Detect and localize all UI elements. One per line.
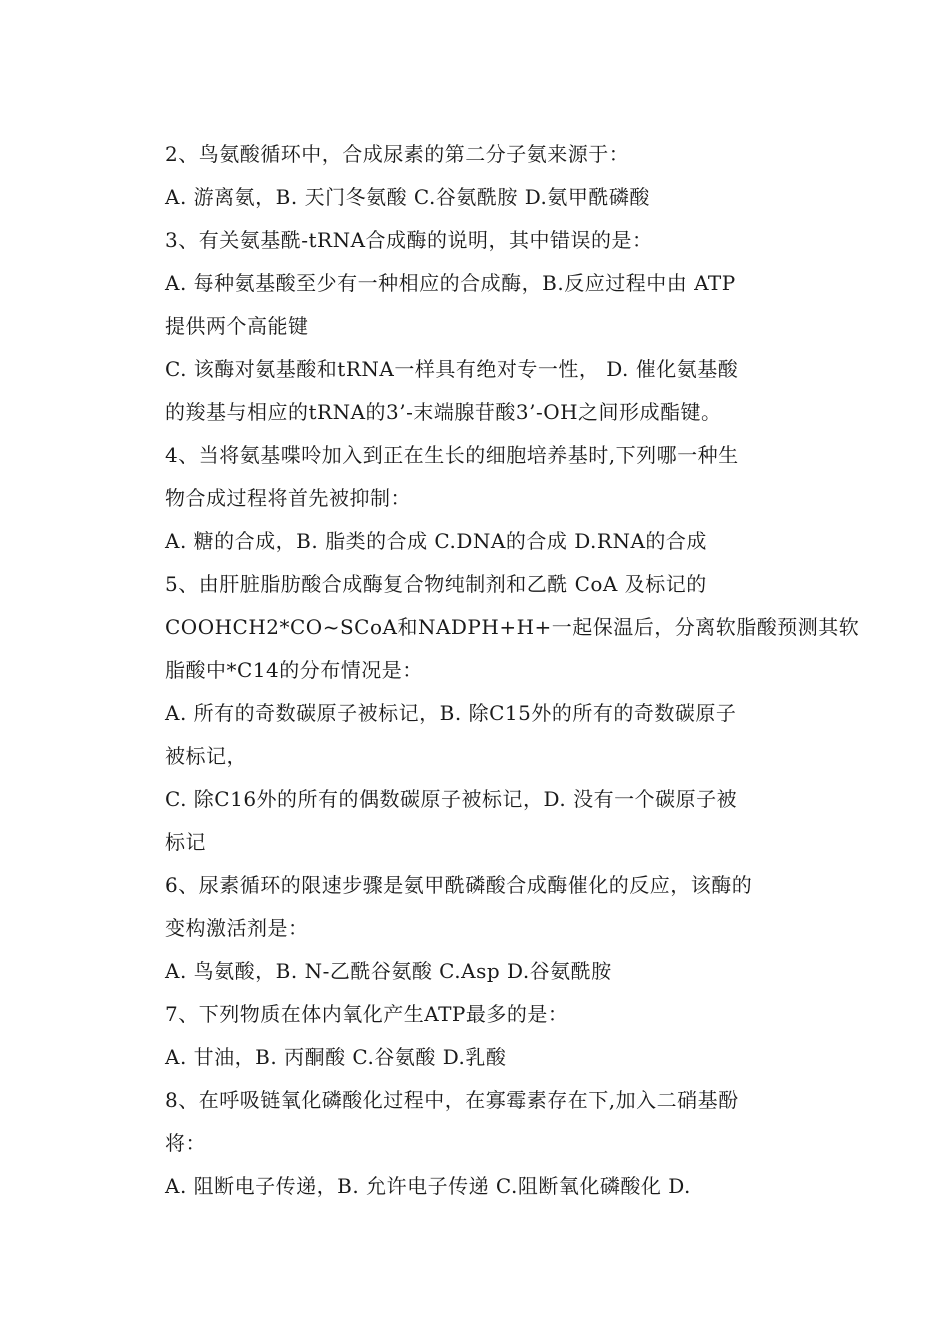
question-7-stem: 7、下列物质在体内氧化产生ATP最多的是： [165,1002,569,1026]
question-3-options-line-2: 提供两个高能键 [165,314,309,338]
question-4-options: A. 糖的合成，B. 脂类的合成 C.DNA的合成 D.RNA的合成 [165,529,707,553]
question-6-options: A. 鸟氨酸，B. N-乙酰谷氨酸 C.Asp D.谷氨酰胺 [165,959,612,983]
question-5-stem-line-3: 脂酸中*C14的分布情况是： [165,658,423,682]
question-3-options-line-3: C. 该酶对氨基酸和tRNA一样具有绝对专一性， D. 催化氨基酸 [165,357,739,381]
question-5-options-line-1: A. 所有的奇数碳原子被标记，B. 除C15外的所有的奇数碳原子 [165,701,737,725]
question-5-options-line-2: 被标记， [165,744,247,768]
question-7-options: A. 甘油，B. 丙酮酸 C.谷氨酸 D.乳酸 [165,1045,507,1069]
question-3-options-line-4: 的羧基与相应的tRNA的3’-末端腺苷酸3’-OH之间形成酯键。 [165,400,722,424]
question-5-options-line-4: 标记 [165,830,206,854]
question-3-options-line-1: A. 每种氨基酸至少有一种相应的合成酶，B.反应过程中由 ATP [165,271,736,295]
question-5-options-line-3: C. 除C16外的所有的偶数碳原子被标记，D. 没有一个碳原子被 [165,787,738,811]
question-3-stem: 3、有关氨基酰-tRNA合成酶的说明，其中错误的是： [165,228,653,252]
question-2-options: A. 游离氨，B. 天门冬氨酸 C.谷氨酰胺 D.氨甲酰磷酸 [165,185,650,209]
question-6-stem-line-1: 6、尿素循环的限速步骤是氨甲酰磷酸合成酶催化的反应，该酶的 [165,873,753,897]
question-4-stem-line-2: 物合成过程将首先被抑制： [165,486,411,510]
question-2-stem: 2、鸟氨酸循环中，合成尿素的第二分子氨来源于： [165,142,630,166]
question-8-options: A. 阻断电子传递，B. 允许电子传递 C.阻断氧化磷酸化 D. [165,1174,691,1198]
question-5-stem-line-2: COOHCH2*CO~SCoA和NADPH+H+一起保温后，分离软脂酸预测其软 [165,615,860,639]
question-8-stem-line-1: 8、在呼吸链氧化磷酸化过程中，在寡霉素存在下,加入二硝基酚 [165,1088,739,1112]
question-6-stem-line-2: 变构激活剂是： [165,916,309,940]
question-4-stem-line-1: 4、当将氨基喋呤加入到正在生长的细胞培养基时,下列哪一种生 [165,443,739,467]
question-8-stem-line-2: 将： [165,1131,206,1155]
question-5-stem-line-1: 5、由肝脏脂肪酸合成酶复合物纯制剂和乙酰 CoA 及标记的 [165,572,707,596]
